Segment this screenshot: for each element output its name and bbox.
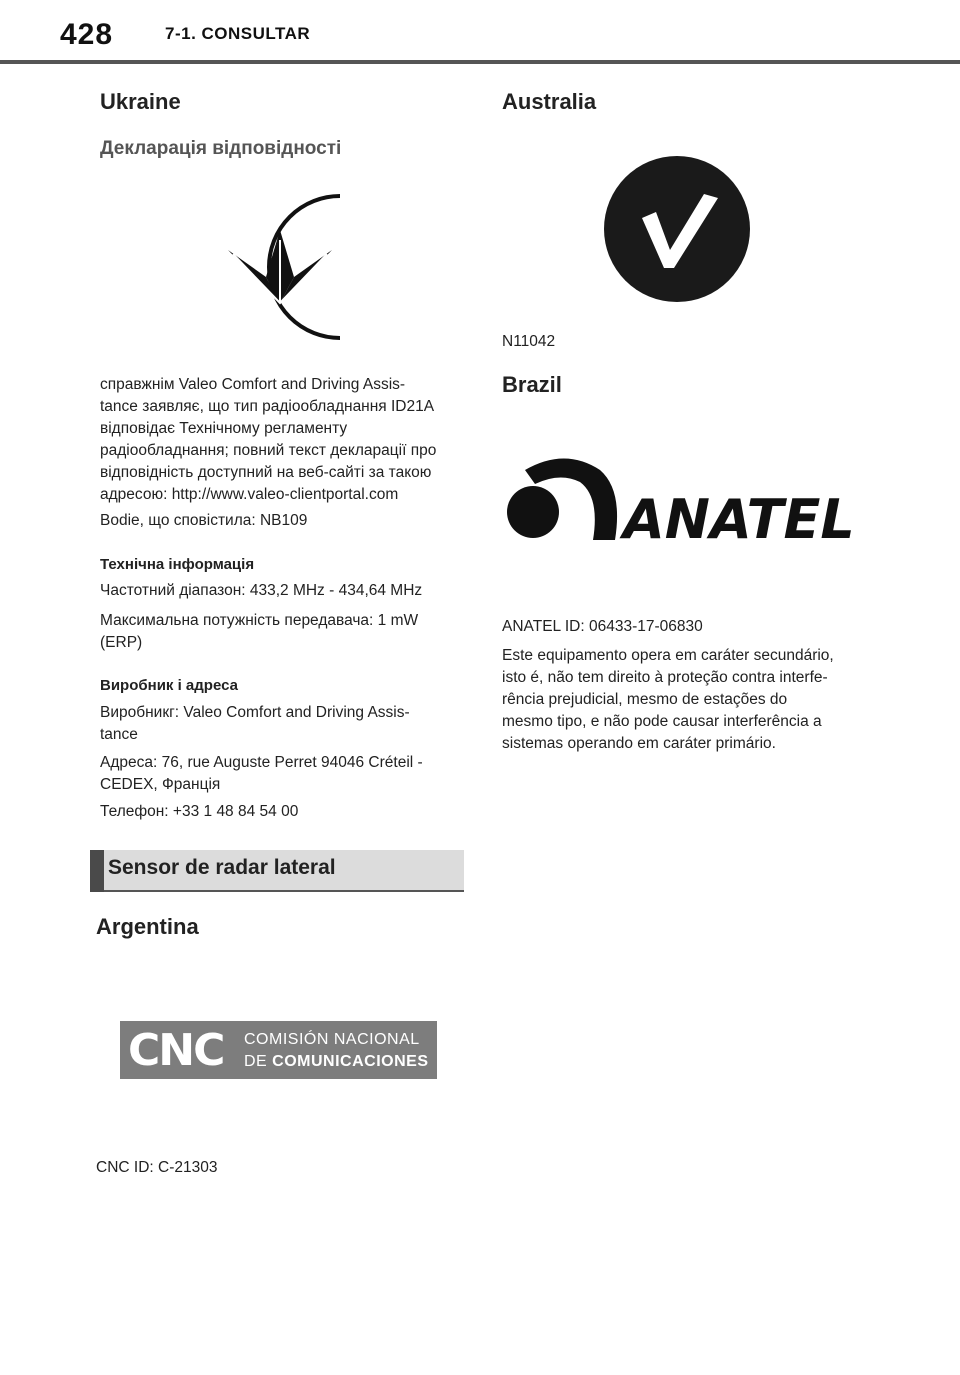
- section-band: [90, 850, 464, 892]
- cnc-logo-main: CNC: [128, 1025, 224, 1076]
- anatel-id: ANATEL ID: 06433-17-06830: [502, 618, 703, 635]
- text-line: sistemas operando em caráter primário.: [502, 735, 776, 752]
- text-line: tance: [100, 726, 138, 743]
- text-line: відповідність доступний на веб-сайті за такою: [100, 464, 432, 481]
- notified-body-wrap: [100, 510, 460, 532]
- cnc-logo: [120, 1021, 437, 1079]
- text-line: адресою: http://www.valeo-clientportal.com: [100, 486, 399, 503]
- text-line: відповідає Технічному регламенту: [100, 420, 348, 437]
- cnc-logo-line2: [244, 1053, 429, 1071]
- cnc-logo-line1: COMISIÓN NACIONAL: [244, 1031, 420, 1048]
- australia-title: Australia: [502, 89, 597, 114]
- ukraine-title: Ukraine: [100, 89, 181, 114]
- text-line: справжнім Valeo Comfort and Driving Assis-: [100, 376, 406, 393]
- address-wrap: [100, 752, 460, 796]
- text-line: радіообладнання; повний текст декларації про: [100, 442, 437, 459]
- ukraine-declaration-text: [100, 374, 465, 506]
- brazil-title: Brazil: [502, 372, 562, 397]
- australia-id-wrap: [502, 331, 862, 353]
- argentina-title: Argentina: [96, 914, 199, 939]
- page-number: 428: [60, 18, 114, 51]
- tech-heading: Технічна інформація: [100, 556, 255, 573]
- text-line: CEDEX, Франція: [100, 776, 221, 793]
- text-line: Este equipamento opera em caráter secundário,: [502, 647, 834, 664]
- frequency-wrap: [100, 580, 460, 602]
- notified-body: Bodie, що сповістила: NB109: [100, 512, 308, 529]
- cnc-logo-line2-bold: COMUNICACIONES: [272, 1053, 429, 1070]
- phone: Телефон: +33 1 48 84 54 00: [100, 803, 299, 820]
- section-band-title: Sensor de radar lateral: [108, 856, 336, 879]
- text-line: mesmo tipo, e não pode causar interferência a: [502, 713, 822, 730]
- header-rule: [0, 60, 960, 64]
- text-line: tance заявляє, що тип радіообладнання ID21A: [100, 398, 435, 415]
- australia-rcm-check-icon: [604, 156, 750, 302]
- ukraine-subtitle: Декларація відповідності: [100, 138, 342, 159]
- phone-wrap: [100, 801, 460, 823]
- anatel-logo-icon: [505, 452, 855, 544]
- text-line: Адреса: 76, rue Auguste Perret 94046 Créteil -: [100, 754, 423, 771]
- cnc-logo-line2-prefix: DE: [244, 1053, 273, 1070]
- ukraine-subtitle-wrap: [100, 138, 460, 160]
- cnc-id: CNC ID: C-21303: [96, 1159, 218, 1176]
- power-wrap: [100, 610, 460, 654]
- anatel-logo-text: ANATEL: [623, 488, 855, 544]
- ukraine-section: [100, 89, 460, 115]
- brazil-title-wrap: [502, 372, 862, 398]
- text-line: isto é, não tem direito à proteção contra interfe-: [502, 669, 828, 686]
- band-accent-bar: [90, 850, 104, 892]
- text-line: rência prejudicial, mesmo de estações do: [502, 691, 788, 708]
- maker-heading: Виробник і адреса: [100, 677, 238, 694]
- tech-heading-wrap: [100, 556, 460, 573]
- chapter-title: 7-1. CONSULTAR: [165, 24, 311, 43]
- text-line: Виробникг: Valeo Comfort and Driving Assis-: [100, 704, 410, 721]
- brazil-body-text: [502, 645, 867, 755]
- australia-id: N11042: [502, 333, 556, 350]
- ukraine-conformity-mark-icon: [200, 190, 345, 345]
- maker-heading-wrap: [100, 677, 460, 694]
- text-line: Максимальна потужність передавача: 1 mW: [100, 612, 419, 629]
- anatel-id-wrap: [502, 616, 862, 638]
- maker-wrap: [100, 702, 460, 746]
- argentina-title-wrap: [96, 914, 199, 940]
- frequency: Частотний діапазон: 433,2 MHz - 434,64 MHz: [100, 582, 423, 599]
- australia-title-wrap: [502, 89, 862, 115]
- text-line: (ERP): [100, 634, 143, 651]
- cnc-id-wrap: [96, 1157, 217, 1179]
